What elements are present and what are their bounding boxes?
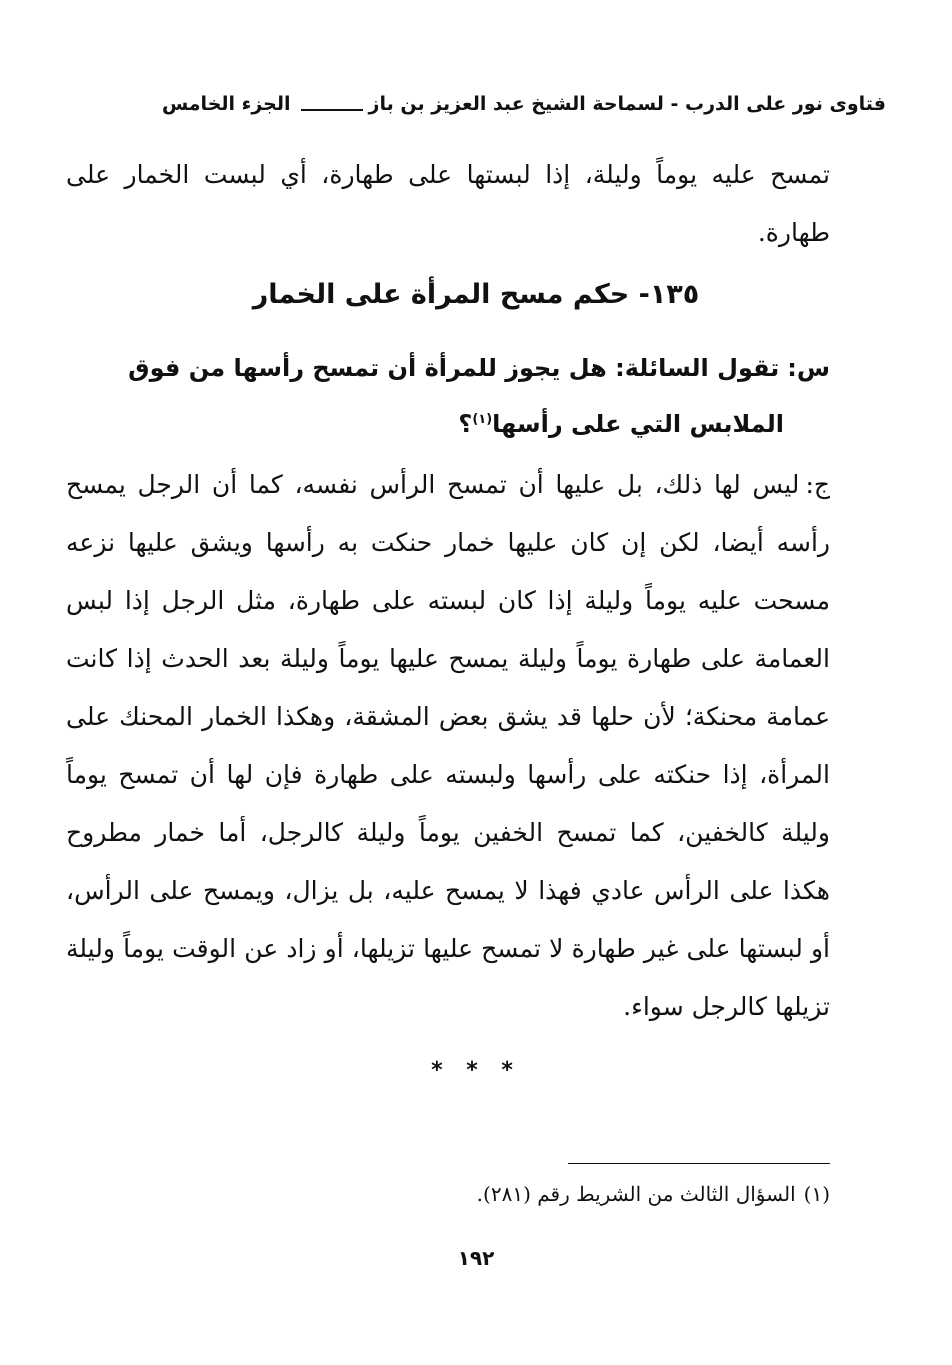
question-continuation xyxy=(100,396,830,452)
answer-text: ليس لها ذلك، بل عليها أن تمسح الرأس نفسه، كما أن الرجل يمسح رأسه أيضا، لكن إن كان عليها خمار حنكت به رأسها ويشق عليها نزعه مسحت عليه يوماً وليلة إذا كان لبسته على طهارة، مثل الرجل إذا لبس العمامة على طهارة يوماً وليلة يمسح عليها يوماً وليلة بعد الحدث إذا كانت عمامة محنكة؛ لأن حلها قد يشق بعض المشقة، وهكذا الخمار المحنك على المرأة، إذا حنكته على رأسها ولبسته على طهارة فإن لها أن تمسح يوماً وليلة كالخفين، كما تمسح الخفين يوماً وليلة كالرجل، أما خمار مطروح هكذا على الرأس عادي فهذا لا يمسح عليه، بل يزال، ويمسح على الرأس، أو لبستها على غير طهارة لا تمسح عليها تزيلها، أو زاد عن الوقت يوماً وليلة تزيلها كالرجل سواء. xyxy=(66,470,830,1021)
question-end-mark: ؟ xyxy=(458,410,473,438)
question-label: س: xyxy=(787,354,830,382)
page-number: ١٩٢ xyxy=(457,1246,495,1270)
footnote-divider xyxy=(568,1163,830,1164)
question-block xyxy=(100,340,830,452)
header-volume: الجزء الخامس xyxy=(161,93,291,115)
section-separator: * * * xyxy=(431,1058,521,1083)
running-header xyxy=(66,86,886,122)
answer-label: ج: xyxy=(805,470,830,499)
question-text: تقول السائلة: هل يجوز للمرأة أن تمسح رأسها من فوق xyxy=(128,354,780,382)
footnote-reference[interactable]: (١) xyxy=(472,412,493,427)
continued-paragraph: تمسح عليه يوماً وليلة، إذا لبستها على طهارة، أي لبست الخمار على طهارة. xyxy=(66,160,830,247)
footnote-text: السؤال الثالث من الشريط رقم (٢٨١). xyxy=(476,1182,796,1206)
header-rule xyxy=(301,109,363,111)
question-continuation-text: الملابس التي على رأسها xyxy=(492,410,784,438)
header-book-title: فتاوى نور على الدرب - لسماحة الشيخ عبد العزيز بن باز xyxy=(368,93,886,115)
footnote-number: (١) xyxy=(803,1182,830,1206)
answer-block xyxy=(66,456,830,1036)
section-title: ١٣٥- حكم مسح المرأة على الخمار xyxy=(252,279,700,310)
footnote xyxy=(66,1174,830,1214)
